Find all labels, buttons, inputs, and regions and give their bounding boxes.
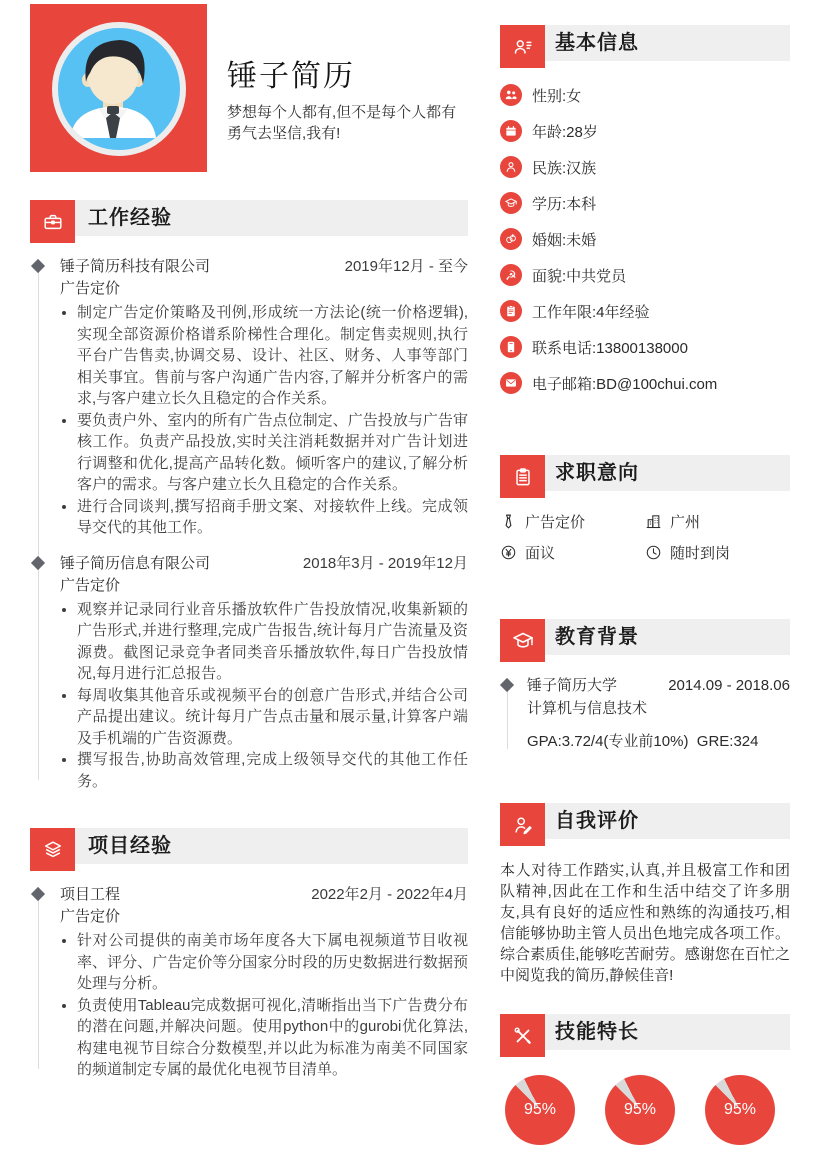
info-text: 面貌:中共党员 [532, 267, 627, 285]
graduation-cap-icon [500, 619, 545, 662]
bullet-item: • 负责使用Tableau完成数据可视化,清晰指出当下广告费分布的潜在问题,并解决问题。使用python中的gurobi优化算法,构建电视节目综合分数模型,并以此为标准为南美不同国家的频道制定专属的最优化电视节目清单。 [77, 995, 468, 1081]
intent-text: 广告定价 [525, 513, 586, 531]
diamond-marker [500, 678, 514, 692]
bullet-item: • 观察并记录同行业音乐播放软件广告投放情况,收集新颖的广告形式,并进行整理,完成广告报告,统计每月广告流量及资源费。截图记录竞争者同类音乐播放软件,每日广告投放情况,每月进行汇总报告。 [77, 599, 468, 685]
info-row-email [500, 365, 790, 401]
left-column [30, 4, 468, 1095]
info-row-degree [500, 185, 790, 221]
right-column [500, 25, 790, 1145]
intent-text: 随时到岗 [670, 544, 731, 562]
gpa-gre-score: GPA:3.72/4(专业前10%) GRE:324 [527, 733, 759, 750]
rings-icon [500, 228, 522, 250]
avatar [52, 22, 186, 156]
date-range: 2018年3月 - 2019年12月 [302, 554, 468, 572]
skill-gauges [505, 1075, 790, 1145]
info-row-party [500, 257, 790, 293]
yuan-icon [500, 544, 517, 561]
degree-cap-icon [500, 192, 522, 214]
section-title: 基本信息 [555, 32, 639, 54]
info-row-experience [500, 293, 790, 329]
gauge-value: 95% [723, 1101, 757, 1118]
id-card-icon [500, 25, 545, 68]
section-header-work [30, 200, 468, 243]
info-text: 性别:女 [532, 87, 582, 105]
info-row-gender [500, 77, 790, 113]
section-title: 教育背景 [555, 626, 639, 648]
intent-salary [500, 541, 645, 563]
gauge-value: 95% [523, 1101, 557, 1118]
info-text: 年龄:28岁 [532, 123, 598, 141]
self-evaluation-text: 本人对待工作踏实,认真,并且极富工作和团队精神,因此在工作和生活中结交了许多朋友,具有良好的适应性和熟练的沟通技巧,相信能够协助主管人员出色地完成各项工作。综合素质佳,能够吃苦耐劳。感谢您在百忙之中阅览我的简历,静候佳音! [500, 862, 790, 984]
clipboard-icon [500, 455, 545, 498]
info-text: 工作年限:4年经验 [532, 303, 650, 321]
male-cartoon-avatar-icon [58, 28, 168, 138]
work-entries [30, 256, 468, 792]
skill-gauge [505, 1075, 575, 1145]
info-row-age [500, 113, 790, 149]
bullet-list [60, 302, 468, 539]
info-text: 电子邮箱:BD@100chui.com [532, 375, 718, 393]
section-header-project [30, 828, 468, 871]
job-role: 广告定价 [60, 280, 121, 297]
section-title: 工作经验 [88, 207, 172, 229]
section-header-self-eval [500, 803, 790, 846]
info-text: 婚姻:未婚 [532, 231, 597, 249]
work-entry [60, 256, 468, 539]
date-range: 2019年12月 - 至今 [344, 258, 468, 275]
phone-icon [500, 336, 522, 358]
section-header-skills [500, 1014, 790, 1057]
section-title: 求职意向 [555, 462, 639, 484]
calendar-icon [500, 120, 522, 142]
clock-icon [645, 544, 662, 561]
diamond-marker [31, 555, 45, 569]
intent-text: 面议 [525, 544, 556, 562]
info-row-ethnicity [500, 149, 790, 185]
gauge-value: 95% [623, 1101, 657, 1118]
project-entries [30, 884, 468, 1081]
school-name: 锤子简历大学 [527, 677, 618, 694]
section-header-basic-info [500, 25, 790, 68]
date-range: 2022年2月 - 2022年4月 [311, 886, 468, 903]
info-text: 民族:汉族 [532, 159, 597, 177]
tools-icon [500, 1014, 545, 1057]
section-title: 技能特长 [555, 1021, 639, 1043]
info-row-phone [500, 329, 790, 365]
info-text: 联系电话:13800138000 [532, 339, 688, 357]
profile-slogan: 梦想每个人都有,但不是每个人都有勇气去坚信,我有! [227, 104, 457, 142]
envelope-icon [500, 372, 522, 394]
bullet-item: • 进行合同谈判,撰写招商手册文案、对接软件上线。完成领导交代的其他工作。 [77, 496, 468, 539]
necktie-icon [500, 513, 517, 530]
bullet-list [60, 930, 468, 1081]
intent-position [500, 510, 645, 532]
profile-header [30, 4, 468, 172]
intent-city [645, 510, 790, 532]
project-role: 广告定价 [60, 908, 121, 925]
diamond-marker [31, 259, 45, 273]
info-row-marriage [500, 221, 790, 257]
info-text: 学历:本科 [532, 195, 597, 213]
briefcase-icon [30, 200, 75, 243]
diamond-marker [31, 887, 45, 901]
skill-gauge [705, 1075, 775, 1145]
intent-text: 广州 [670, 513, 701, 531]
bullet-item: • 针对公司提供的南美市场年度各大下属电视频道节目收视率、评分、广告定价等分国家分时段的历史数据进行数据预处理与分析。 [77, 930, 468, 995]
avatar-block [30, 4, 207, 172]
gender-icon [500, 84, 522, 106]
person-name: 锤子简历 [227, 60, 355, 93]
education-entry [500, 676, 790, 751]
building-icon [645, 513, 662, 530]
person-pen-icon [500, 803, 545, 846]
section-header-intent [500, 455, 790, 498]
company-name: 锤子简历科技有限公司 [60, 258, 211, 275]
basic-info-rows [500, 77, 790, 401]
job-role: 广告定价 [60, 576, 121, 594]
intent-grid [500, 510, 790, 563]
bullet-item: • 每周收集其他音乐或视频平台的创意广告形式,并结合公司产品提出建议。统计每月广告点击量和展示量,计算客户端及手机端的广告资源费。 [77, 685, 468, 750]
profile-text [227, 4, 469, 172]
skill-gauge [605, 1075, 675, 1145]
work-entry [60, 553, 468, 793]
company-name: 锤子简历信息有限公司 [60, 554, 211, 572]
layers-icon [30, 828, 75, 871]
major: 计算机与信息技术 [527, 700, 648, 717]
intent-availability [645, 541, 790, 563]
clipboard-icon [500, 300, 522, 322]
section-title: 自我评价 [555, 810, 639, 832]
bullet-item: • 要负责户外、室内的所有广告点位制定、广告投放与广告审核工作。负责产品投放,实时关注消耗数据并对广告计划进行调整和优化,提高产品转化数。倾听客户的建议,了解分析客户的需求。与客户建立长久且稳定的合作关系。 [77, 410, 468, 496]
party-icon: ☭ [500, 264, 522, 286]
bullet-item: • 撰写报告,协助高效管理,完成上级领导交代的其他工作任务。 [77, 749, 468, 792]
bullet-item: • 制定广告定价策略及刊例,形成统一方法论(统一价格逻辑),实现全部资源价格谱系阶梯性合理化。制定售卖规则,执行平台广告售卖,协调交易、设计、社区、财务、人事等部门相关事宜。售前与客户沟通广告内容,了解并分析客户的需求,与客户建立长久且稳定的合作关系。 [77, 302, 468, 410]
education-date: 2014.09 - 2018.06 [668, 677, 790, 694]
project-name: 项目工程 [60, 886, 121, 903]
section-title: 项目经验 [88, 835, 172, 857]
project-entry [60, 884, 468, 1081]
bullet-list [60, 599, 468, 793]
person-icon [500, 156, 522, 178]
section-header-education [500, 619, 790, 662]
